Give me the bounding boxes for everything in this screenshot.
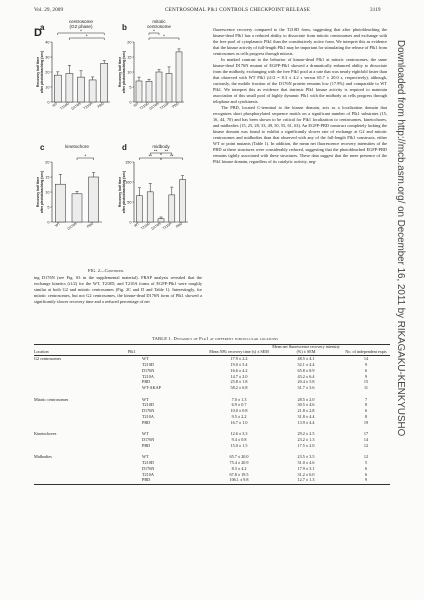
construct-cell: T210A bbox=[142, 413, 154, 419]
y-axis-label-line: after photobleaching (sec) bbox=[122, 50, 127, 94]
panel-title-line: centrosome bbox=[146, 24, 172, 29]
bar bbox=[146, 81, 152, 102]
recovery-intensity-cell: 20.4 ± 5.8 bbox=[297, 379, 315, 385]
recovery-time-cell: 9.5 ± 2.2 bbox=[231, 413, 247, 419]
recovery-time-cell: 65.7 ± 20.0 bbox=[229, 454, 249, 460]
panel-title-line: mitotic bbox=[152, 18, 166, 24]
recovery-intensity-cell: 12.7 ± 1.3 bbox=[297, 477, 315, 483]
recovery-intensity-cell: 29.2 ± 2.5 bbox=[297, 431, 315, 437]
category-label: WT bbox=[132, 101, 140, 108]
bar bbox=[136, 196, 142, 222]
experiments-cell: 12 bbox=[363, 454, 369, 460]
table-title: TABLE 1. Dynamics of Plk1 at different subcellular locations bbox=[152, 336, 279, 341]
y-tick-label: 40 bbox=[45, 40, 50, 45]
paragraph: fluorescence recovery compared to the T210D form, suggesting that after photobleaching the kinase-dead Plk1 has a reduced ability to dissociate from mitotic centrosomes and exchange with the free pool of cytoplasmic Plk1 than the constitutively active form. We interpret this as evidence that the kinase activity of full-length Plk1 may be important for stimulating the release of Plk1 from centrosomes as cells progress through mitosis. bbox=[213, 27, 387, 57]
figure-panel-label: D bbox=[34, 27, 42, 39]
category-label: WT bbox=[54, 221, 61, 228]
construct-cell: T210A bbox=[142, 373, 154, 379]
y-tick-label: 15 bbox=[45, 175, 50, 180]
category-label: T210A bbox=[82, 101, 94, 111]
construct-cell: WT bbox=[142, 396, 149, 402]
y-tick-label: 10 bbox=[45, 85, 50, 90]
paragraph: The PBD, located C-terminal to the kinase domain, acts as a localization domain that recognizes short phosphorylated sequence motifs on a significant number of Plk1 substrates (15, 16, 44, 70) and has been shown to be critical for Plk1 localization to centrosomes, kinetochores, and midbodies (15, 25, 28, 33, 49, 50, 55, 61, 63). An EGFP-PBD construct completely lacking the kinase domain was found to exhibit a significantly slower rate of exchange at G2 and mitotic centrosomes and midbodies than that observed with any of the full-length Plk1 constructs, either WT or point mutants (Table 1). In addition, the mean net fluorescence recovery intensities of the PBD at these structures were considerably reduced, suggesting that the photobleached EGFP-PBD remains tightly associated with these structures. These data suggest that the mere presence of the Plk1 kinase domain, regardless of its catalytic activity, neg- bbox=[213, 105, 387, 165]
bar bbox=[166, 74, 172, 103]
panel-title-line: (G2 phase) bbox=[69, 24, 93, 29]
recovery-intensity-cell: 17.5 ± 2.0 bbox=[297, 442, 315, 448]
construct-cell: D176N bbox=[142, 367, 155, 373]
y-tick-label: 50 bbox=[127, 200, 132, 205]
bar bbox=[78, 77, 85, 102]
paragraph: ing D176N (see Fig. S3 in the supplemental material). FRAP analysis revealed that the exchange kinetics (t1/2) for the WT, T210D, and T210A forms of EGFP-Plk1 were roughly similar at both G2 and mitotic centrosomes (Fig. 2C and D and Table 1). Interestingly, for mitotic centrosomes, but not G2 centrosomes, the kinase-dead D176N form of Plk1 showed a significantly slower recovery time and a reduced percentage of net bbox=[34, 275, 202, 305]
experiments-cell: 6 bbox=[364, 465, 368, 471]
right-column-text bbox=[213, 27, 387, 165]
location-cell: Midbodies bbox=[34, 454, 52, 460]
bar bbox=[72, 194, 82, 222]
construct-cell: D176N bbox=[142, 465, 155, 471]
experiments-cell: 9 bbox=[364, 373, 368, 379]
experiments-cell: 11 bbox=[363, 385, 369, 391]
running-header-volume: Vol. 29, 2009 bbox=[34, 7, 64, 13]
construct-cell: PBD bbox=[142, 379, 151, 385]
panel-title-line: centrosome bbox=[68, 18, 94, 24]
bar bbox=[55, 184, 65, 222]
category-label: T210D bbox=[138, 101, 150, 111]
y-axis-label-line: after photobleaching (sec) bbox=[40, 170, 45, 214]
experiments-cell: 17 bbox=[363, 431, 369, 437]
construct-cell: WT bbox=[142, 454, 149, 460]
recovery-time-cell: 75.4 ± 20.9 bbox=[229, 460, 249, 466]
significance-marker: * bbox=[153, 28, 155, 34]
bar bbox=[101, 63, 108, 102]
bar bbox=[89, 177, 99, 222]
bar bbox=[136, 81, 142, 102]
category-label: T210A bbox=[161, 221, 173, 231]
experiments-cell: 14 bbox=[363, 437, 369, 442]
y-tick-label: 0 bbox=[129, 100, 132, 105]
category-label: PBD bbox=[175, 221, 184, 229]
recovery-intensity-cell: 31.0 ± 4.6 bbox=[297, 460, 315, 466]
bar bbox=[66, 74, 73, 103]
experiments-cell: 6 bbox=[364, 471, 368, 477]
category-label: WT bbox=[51, 101, 59, 108]
construct-cell: T210D bbox=[142, 460, 154, 466]
recovery-intensity-cell: 23.2 ± 1.3 bbox=[297, 437, 315, 442]
experiments-cell: 19 bbox=[363, 419, 369, 425]
recovery-time-cell: 17.9 ± 2.2 bbox=[230, 356, 248, 362]
recovery-intensity-cell: 23.5 ± 3.5 bbox=[297, 454, 315, 460]
recovery-time-cell: 10.0 ± 0.8 bbox=[230, 408, 248, 414]
y-axis-label-line: Recovery half time bbox=[118, 176, 122, 208]
bar bbox=[180, 180, 186, 222]
experiments-cell: 8 bbox=[364, 402, 368, 408]
recovery-time-cell: 12.6 ± 3.3 bbox=[230, 431, 248, 437]
y-tick-label: 5 bbox=[129, 85, 132, 90]
table-row bbox=[34, 477, 390, 483]
table-1 bbox=[34, 344, 390, 485]
recovery-intensity-cell: 65.8 ± 8.9 bbox=[297, 367, 315, 373]
page-number: 3119 bbox=[370, 7, 381, 13]
experiments-cell: 8 bbox=[364, 413, 368, 419]
construct-cell: PBD bbox=[142, 442, 151, 448]
recovery-intensity-cell: 21.8 ± 2.8 bbox=[297, 408, 315, 414]
recovery-intensity-cell: 30.5 ± 4.6 bbox=[297, 402, 315, 408]
recovery-time-cell: 9.4 ± 0.8 bbox=[231, 437, 247, 442]
panel-letter: b bbox=[122, 23, 127, 32]
experiments-cell: 9 bbox=[364, 362, 368, 368]
location-cell bbox=[34, 477, 128, 483]
y-tick-label: 10 bbox=[127, 70, 132, 75]
column-header: Location bbox=[34, 348, 49, 354]
bar bbox=[89, 80, 96, 102]
y-tick-label: 0 bbox=[47, 100, 50, 105]
construct-cell: T210A bbox=[142, 471, 154, 477]
recovery-intensity-cell: 43.2 ± 6.4 bbox=[297, 373, 315, 379]
bar bbox=[169, 195, 175, 222]
category-label: D176N bbox=[70, 101, 82, 111]
y-tick-label: 30 bbox=[45, 55, 50, 60]
column-header: Plk1 bbox=[128, 348, 136, 354]
y-axis-label-line: after photobleaching (sec) bbox=[122, 170, 127, 214]
construct-cell: T210D bbox=[142, 362, 154, 368]
construct-cell: PBD bbox=[142, 419, 151, 425]
recovery-intensity-cell: 52.1 ± 4.4 bbox=[297, 362, 315, 368]
y-tick-label: 100 bbox=[125, 180, 132, 185]
y-tick-label: 5 bbox=[47, 205, 50, 210]
recovery-time-cell: 7.0 ± 1.3 bbox=[231, 396, 247, 402]
construct-cell: T210D bbox=[142, 402, 154, 408]
significance-marker: * bbox=[80, 28, 82, 34]
recovery-time-cell: 14.7 ± 2.0 bbox=[230, 373, 248, 379]
experiments-cell: 12 bbox=[363, 442, 369, 448]
bar bbox=[156, 72, 162, 102]
recovery-intensity-cell: 31.7 ± 3.6 bbox=[297, 385, 315, 391]
recovery-time-cell: 25.8 ± 1.8 bbox=[230, 379, 248, 385]
panel-title-line: midbody bbox=[152, 144, 170, 149]
bar bbox=[176, 52, 182, 102]
significance-marker: ** bbox=[164, 148, 169, 154]
category-label: T210D bbox=[59, 101, 70, 111]
left-column-text bbox=[34, 275, 202, 305]
recovery-intensity-cell: 31.8 ± 4.4 bbox=[297, 413, 315, 419]
category-label: D176N bbox=[148, 101, 160, 111]
y-axis-label-line: Recovery half time bbox=[36, 176, 40, 208]
figure-caption: FIG. 2—Continued. bbox=[88, 268, 125, 273]
table-bottom-rule bbox=[34, 484, 390, 485]
y-axis-label-line: after photobleaching (sec) bbox=[40, 50, 45, 94]
y-axis-label-line: Recovery half time bbox=[118, 56, 122, 88]
location-cell: Mitotic centrosomes bbox=[34, 396, 69, 402]
recovery-time-cell: 6.9 ± 0.7 bbox=[231, 402, 247, 408]
significance-marker: ** bbox=[170, 153, 174, 159]
category-label: D176N bbox=[66, 221, 78, 231]
construct-cell: PBD bbox=[142, 477, 151, 483]
construct-cell: D176N bbox=[142, 437, 155, 442]
recovery-time-cell: 16.7 ± 1.0 bbox=[230, 419, 248, 425]
column-header: No. of independent expts bbox=[345, 348, 387, 354]
column-header: Mean 50% recovery time (s) ± SEM bbox=[209, 348, 269, 354]
experiments-cell: 9 bbox=[364, 477, 368, 483]
location-cell: Kinetochores bbox=[34, 431, 57, 437]
panel-letter: a bbox=[40, 23, 45, 32]
significance-marker: * bbox=[85, 33, 88, 39]
construct-cell: WT bbox=[142, 356, 149, 362]
bar bbox=[54, 75, 61, 102]
experiments-cell: 15 bbox=[363, 379, 369, 385]
location-cell: G2 centrosomes bbox=[34, 356, 62, 362]
significance-marker: * bbox=[84, 153, 87, 159]
experiments-cell: 14 bbox=[363, 356, 369, 362]
recovery-time-cell: 67.8 ± 19.5 bbox=[229, 471, 249, 477]
figure-2d-bar-charts bbox=[34, 18, 194, 264]
experiments-cell: 5 bbox=[364, 460, 368, 466]
column-header: Mean net fluorescence recovery intensity (%) ± SEM bbox=[272, 344, 340, 354]
y-tick-label: 20 bbox=[127, 40, 132, 45]
panel-letter: c bbox=[40, 143, 45, 152]
recovery-intensity-cell: 31.2 ± 6.0 bbox=[297, 471, 315, 477]
y-tick-label: 0 bbox=[129, 220, 132, 225]
significance-marker: ** bbox=[148, 153, 152, 159]
experiments-cell: 7 bbox=[364, 396, 368, 402]
construct-cell: WT-AKAP bbox=[142, 385, 161, 391]
significance-marker: * bbox=[163, 33, 165, 39]
recovery-time-cell: 16.6 ± 4.2 bbox=[230, 367, 248, 373]
category-label: T210A bbox=[159, 101, 170, 111]
experiments-cell: 6 bbox=[364, 367, 368, 373]
recovery-time-cell: 8.3 ± 4.2 bbox=[231, 465, 247, 471]
y-tick-label: 0 bbox=[47, 220, 50, 225]
recovery-time-cell: 58.2 ± 6.8 bbox=[230, 385, 248, 391]
y-tick-label: 10 bbox=[45, 190, 50, 195]
y-tick-label: 20 bbox=[45, 160, 50, 165]
recovery-intensity-cell: 13.9 ± 4.4 bbox=[297, 419, 315, 425]
category-label: T210D bbox=[140, 221, 151, 231]
bar bbox=[147, 192, 153, 222]
category-label: PBD bbox=[96, 101, 105, 109]
running-header-title: CENTROSOMAL Plk1 CONTROLS CHECKPOINT RELEASE bbox=[165, 7, 311, 13]
construct-cell: D176N bbox=[142, 408, 155, 414]
recovery-intensity-cell: 17.9 ± 3.1 bbox=[297, 465, 315, 471]
panel-title-line: kinetochore bbox=[65, 144, 89, 149]
construct-cell: WT bbox=[142, 431, 149, 437]
y-tick-label: 20 bbox=[45, 70, 50, 75]
recovery-time-cell: 19.0 ± 5.4 bbox=[230, 362, 248, 368]
recovery-time-cell: 106.1 ± 9.8 bbox=[229, 477, 249, 483]
y-axis-label-line: Recovery half time bbox=[36, 56, 40, 88]
download-watermark: Downloaded from http://mcb.asm.org/ on December 16, 2011 by RIKAGAKU-KENKYUSHO bbox=[395, 40, 406, 437]
experiments-cell: 6 bbox=[364, 408, 368, 414]
panel-letter: d bbox=[122, 143, 127, 152]
recovery-time-cell: 15.0 ± 1.5 bbox=[230, 442, 248, 448]
recovery-intensity-cell: 28.5 ± 2.0 bbox=[297, 396, 315, 402]
category-label: PBD bbox=[86, 221, 95, 229]
paragraph: In marked contrast to the behavior of kinase-dead Plk1 at mitotic centrosomes, the same kinase-dead D176N mutant of EGFP-Plk1 showed a dramatically enhanced ability to dissociate from the midbody, exchanging with the free Plk1 pool at a rate that was nearly eightfold faster than that observed with WT Plk1 (t1/2 = 8.3 ± 4.2 s versus 65.7 ± 20.0 s, respectively), although, curiously, the mobile fraction of the D176N protein remains low (17.9%) and comparable to WT Plk1. We interpret this as evidence that intrinsic Plk1 kinase activity is required to maintain association of this small pool of highly dynamic Plk1 with the midbody as cells progress through telophase and cytokinesis. bbox=[213, 57, 387, 105]
recovery-intensity-cell: 48.5 ± 4.1 bbox=[297, 356, 315, 362]
y-tick-label: 15 bbox=[127, 55, 132, 60]
significance-marker: ** bbox=[153, 148, 158, 154]
category-label: D176N bbox=[150, 221, 162, 231]
category-label: PBD bbox=[171, 101, 180, 109]
category-label: WT bbox=[133, 221, 140, 228]
y-tick-label: 150 bbox=[125, 160, 132, 165]
